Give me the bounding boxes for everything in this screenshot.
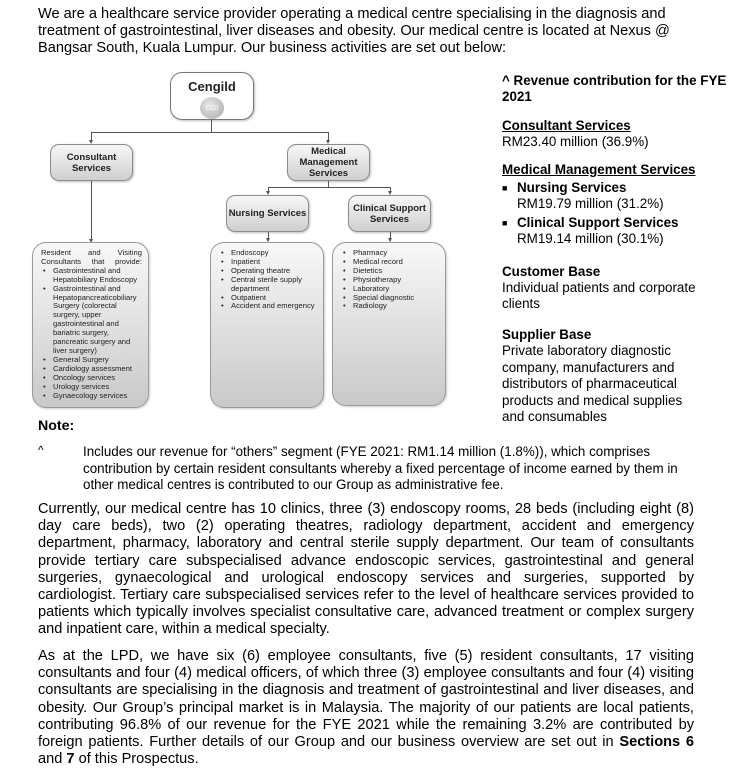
note-text: Includes our revenue for “others” segment (FYE 2021: RM1.14 million (1.8%)), which comprises contribution by certain resident consultants whereby a fixed percentage of income earned by them in other medical centres is contributed to our Group as administrative fee. bbox=[83, 444, 678, 493]
section-seven-reference: 7 bbox=[66, 751, 75, 768]
consultant-services-list bbox=[41, 267, 142, 401]
connector-line bbox=[91, 181, 92, 241]
consultants-paragraph-end: of this Prospectus. bbox=[74, 751, 199, 768]
revenue-nursing-label: Nursing Services bbox=[517, 180, 627, 196]
consultants-paragraph bbox=[38, 648, 694, 768]
revenue-consultant-value: RM23.40 million (36.9%) bbox=[502, 134, 649, 150]
revenue-nursing-services bbox=[502, 180, 727, 213]
list-item: • Gynaecology services bbox=[53, 392, 142, 401]
list-item: • Oncology services bbox=[53, 374, 142, 383]
revenue-title: ^ Revenue contribution for the FYE 2021 bbox=[502, 73, 727, 105]
supplier-base-label: Supplier Base bbox=[502, 326, 592, 342]
list-item: • Accident and emergency bbox=[231, 302, 317, 311]
facilities-paragraph: Currently, our medical centre has 10 clinics, three (3) endoscopy rooms, 28 beds (including eight (8) day care beds), two (2) operating theatres, radiology department, accident and emergency department, pharmacy, laboratory and central sterile supply department. Our team of consultants provide tertiary care subspecialised advance endoscopic services, gastrointestinal and general surgeries, gynaecological and urological endoscopy services and surgeries, supported by cardiologist. Tertiary care subspecialised services refer to the level of healthcare services provided to patients which typically involves specialist consultative care, advanced treatment or complex surgery and inpatient care, within a medical specialty. bbox=[38, 501, 694, 638]
list-item: • Gastrointestinal and Hepatobiliary Endoscopy bbox=[53, 267, 142, 285]
list-item: • Gastrointestinal and Hepatopancreaticobiliary Surgery (colorectal surgery, upper gastrointestinal and bariatric surgery, pancreatic surgery and liver surgery) bbox=[53, 285, 142, 356]
revenue-clinical-value: RM19.14 million (30.1%) bbox=[517, 231, 664, 247]
list-item: • Medical record bbox=[353, 258, 439, 267]
side-panel bbox=[502, 73, 727, 436]
intro-paragraph: We are a healthcare service provider operating a medical centre specialising in the diagnosis and treatment of gastrointestinal, liver diseases and obesity. Our medical centre is located at Nexus @ Bangsar South, Kuala Lumpur. Our business activities are set out below: bbox=[38, 6, 670, 57]
list-item: • Operating theatre bbox=[231, 267, 317, 276]
connector-line bbox=[91, 132, 329, 133]
nursing-services-details bbox=[210, 242, 324, 408]
org-consultant-services: Consultant Services bbox=[50, 144, 133, 181]
list-item: • Dietetics bbox=[353, 267, 439, 276]
list-item: • Radiology bbox=[353, 302, 439, 311]
nursing-services-list bbox=[219, 249, 317, 311]
revenue-medical-management bbox=[502, 162, 727, 248]
list-item: • Physiotherapy bbox=[353, 276, 439, 285]
org-root-cengild bbox=[170, 72, 254, 120]
list-item: • Pharmacy bbox=[353, 249, 439, 258]
revenue-clinical-support bbox=[502, 215, 727, 248]
supplier-base-text: Private laboratory diagnostic company, manufacturers and distributors of pharmaceutical products and medical supplies and consumables bbox=[502, 343, 683, 424]
org-clinical-support-services: Clinical Support Services bbox=[348, 195, 431, 232]
customer-base-label: Customer Base bbox=[502, 263, 601, 279]
revenue-medical-management-label: Medical Management Services bbox=[502, 161, 696, 177]
consultants-paragraph-text: As at the LPD, we have six (6) employee consultants, five (5) resident consultants, 17 visiting consultants and four (4) medical officers, of which three (3) employee consultants and four (4) visiting consultants are specialising in the diagnosis and treatment of gastrointestinal and liver diseases, and obesity. Our Group’s principal market is in Malaysia. The majority of our patients are local patients, contributing 96.8% of our revenue for the FYE 2021 while the remaining 3.2% are contributed by foreign patients. Further details of our Group and our business overview are set out in bbox=[38, 648, 694, 751]
connector-line bbox=[268, 187, 390, 188]
square-bullet-icon: ■ bbox=[502, 217, 508, 228]
list-item: • General Surgery bbox=[53, 356, 142, 365]
clinical-support-list bbox=[341, 249, 439, 311]
supplier-base bbox=[502, 327, 727, 425]
list-item: • Endoscopy bbox=[231, 249, 317, 258]
business-org-chart bbox=[30, 65, 470, 415]
org-nursing-services: Nursing Services bbox=[226, 195, 309, 232]
list-item: • Central sterile supply department bbox=[231, 276, 317, 294]
consultants-paragraph-mid: and bbox=[38, 751, 67, 768]
org-medical-management-services: Medical Management Services bbox=[287, 144, 370, 181]
list-item: • Outpatient bbox=[231, 294, 317, 303]
customer-base bbox=[502, 264, 727, 313]
connector-line bbox=[211, 120, 212, 132]
list-item: • Urology services bbox=[53, 383, 142, 392]
revenue-clinical-label: Clinical Support Services bbox=[517, 214, 679, 230]
consultant-services-intro: Resident and Visiting Consultants that provide: bbox=[41, 248, 142, 266]
sections-reference: Sections 6 bbox=[619, 734, 694, 751]
note-marker: ^ bbox=[38, 443, 44, 457]
list-item: • Inpatient bbox=[231, 258, 317, 267]
revenue-consultant-services bbox=[502, 118, 727, 151]
consultant-services-details bbox=[32, 242, 149, 408]
square-bullet-icon: ■ bbox=[502, 183, 508, 194]
cengild-logo-icon: CGI bbox=[200, 97, 224, 119]
clinical-support-details bbox=[332, 242, 446, 406]
note-title: Note: bbox=[38, 418, 75, 434]
list-item: • Special diagnostic bbox=[353, 294, 439, 303]
customer-base-text: Individual patients and corporate clients bbox=[502, 280, 696, 312]
revenue-nursing-value: RM19.79 million (31.2%) bbox=[517, 196, 664, 212]
org-root-label: Cengild bbox=[188, 79, 236, 94]
list-item: • Laboratory bbox=[353, 285, 439, 294]
list-item: • Cardiology assessment bbox=[53, 365, 142, 374]
revenue-consultant-label: Consultant Services bbox=[502, 117, 631, 133]
